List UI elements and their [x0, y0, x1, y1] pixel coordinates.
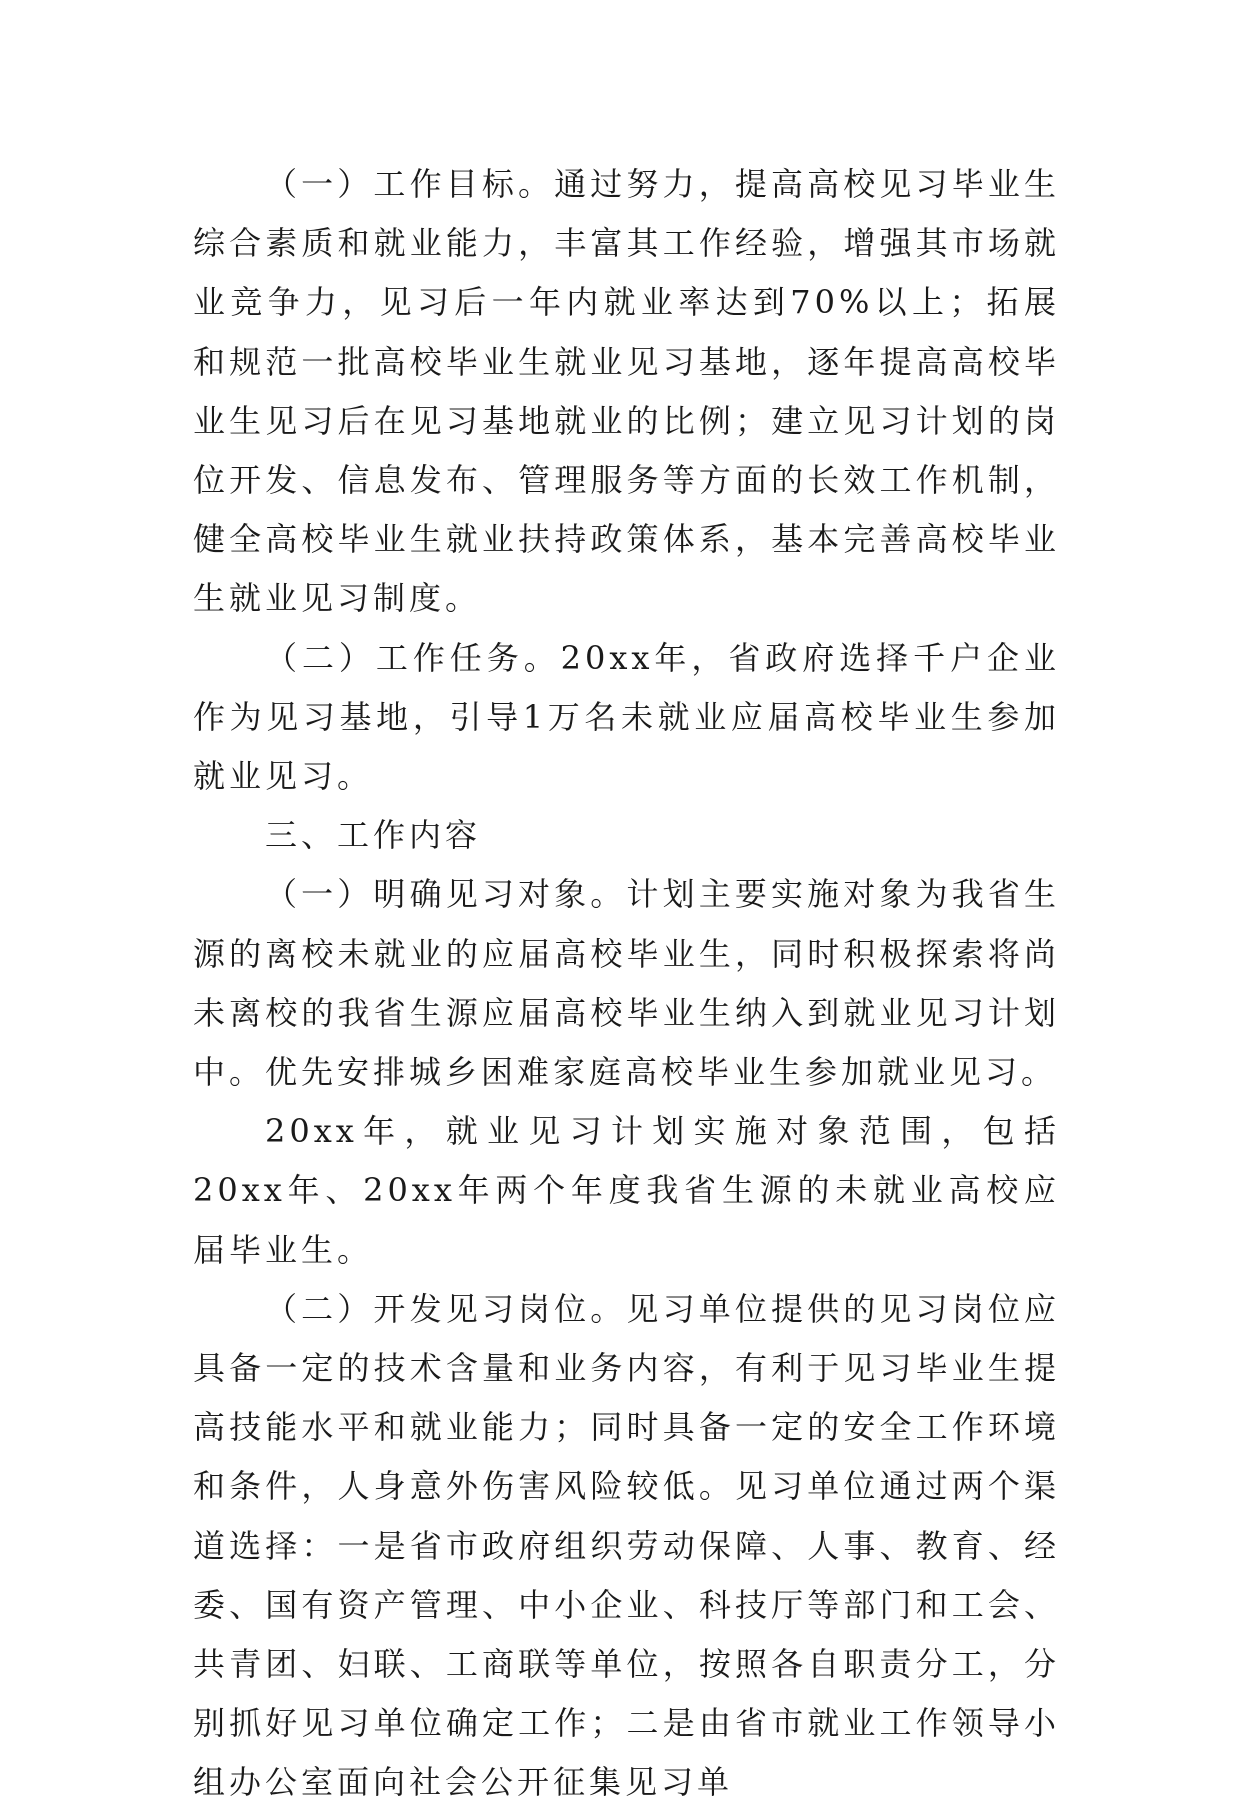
paragraph-target-scope: 20xx年，就业见习计划实施对象范围，包括20xx年、20xx年两个年度我省生源的未就业高校应届毕业生。 [193, 1112, 1060, 1269]
document-body [193, 155, 1060, 1813]
paragraph-work-goal: （一）工作目标。通过努力，提高高校见习毕业生综合素质和就业能力，丰富其工作经验，增强其市场就业竞争力，见习后一年内就业率达到70%以上；拓展和规范一批高校毕业生就业见习基地，逐年提高高校毕业生见习后在见习基地就业的比例；建立见习计划的岗位开发、信息发布、管理服务等方面的长效工作机制，健全高校毕业生就业扶持政策体系，基本完善高校毕业生就业见习制度。 [193, 165, 1060, 618]
paragraph-develop-positions: （二）开发见习岗位。见习单位提供的见习岗位应具备一定的技术含量和业务内容，有利于见习毕业生提高技能水平和就业能力；同时具备一定的安全工作环境和条件，人身意外伤害风险较低。见习单位通过两个渠道选择：一是省市政府组织劳动保障、人事、教育、经委、国有资产管理、中小企业、科技厅等部门和工会、共青团、妇联、工商联等单位，按照各自职责分工，分别抓好见习单位确定工作；二是由省市就业工作领导小组办公室面向社会公开征集见习单 [193, 1289, 1060, 1802]
section-heading-work-content: 三、工作内容 [265, 816, 482, 855]
paragraph-intern-target: （一）明确见习对象。计划主要实施对象为我省生源的离校未就业的应届高校毕业生，同时积极探索将尚未离校的我省生源应届高校毕业生纳入到就业见习计划中。优先安排城乡困难家庭高校毕业生参加就业见习。 [193, 875, 1060, 1092]
paragraph-work-task: （二）工作任务。20xx年，省政府选择千户企业作为见习基地，引导1万名未就业应届高校毕业生参加就业见习。 [193, 638, 1060, 796]
